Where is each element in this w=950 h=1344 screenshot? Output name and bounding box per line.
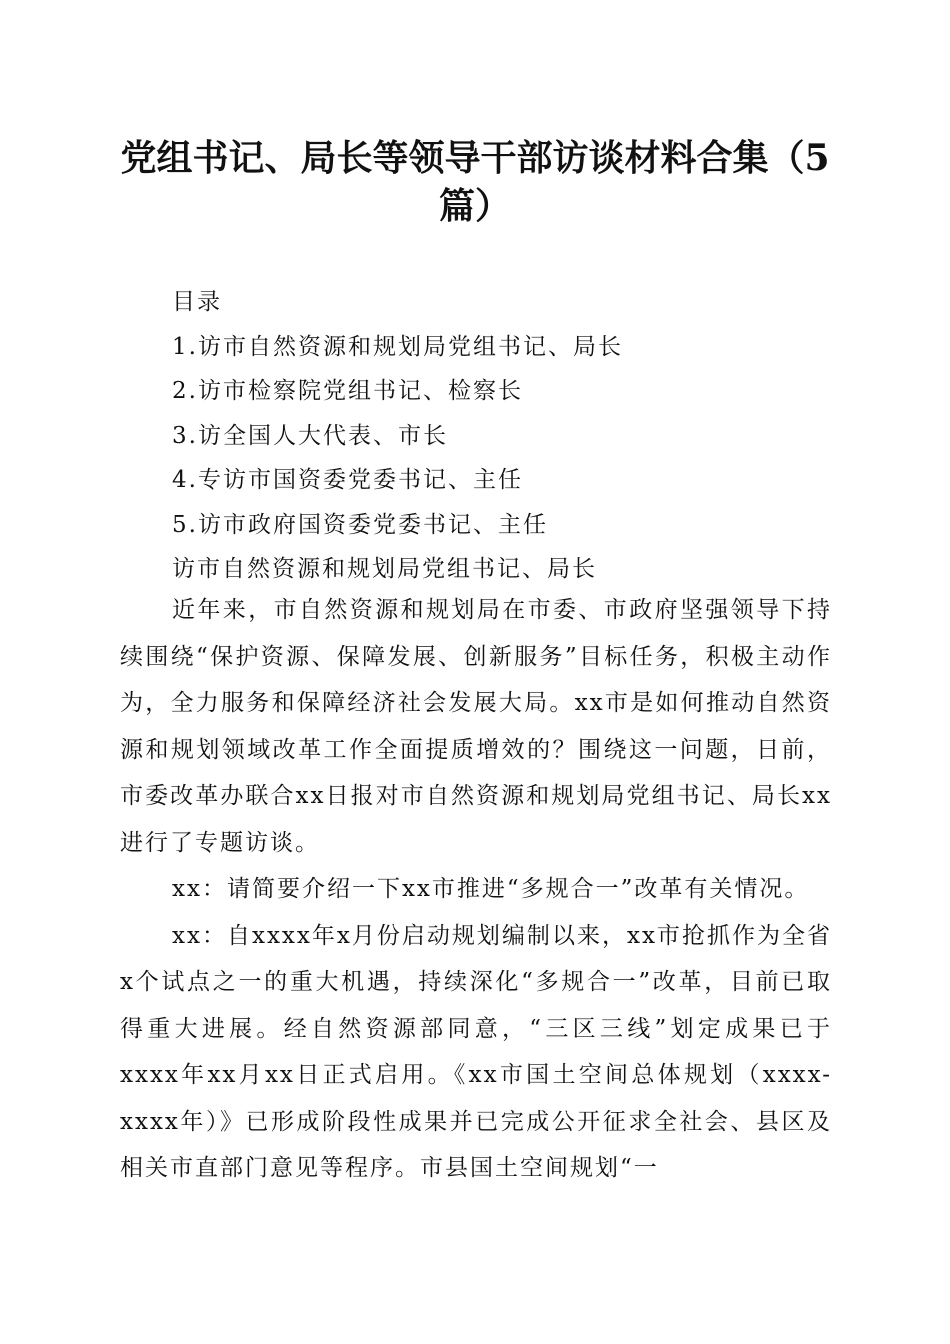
document-title: 党组书记、局长等领导干部访谈材料合集（5篇）: [120, 137, 830, 227]
toc-item-3: 3.访全国人大代表、市长: [172, 422, 448, 449]
paragraph-question: xx：请简要介绍一下xx市推进“多规合一”改革有关情况。: [172, 876, 810, 902]
section-heading: 访市自然资源和规划局党组书记、局长: [172, 556, 597, 582]
table-of-contents: [172, 280, 872, 592]
toc-heading: 目录: [172, 289, 222, 315]
toc-item-5: 5.访市政府国资委党委书记、主任: [172, 511, 548, 538]
toc-item-2: 2.访市检察院党组书记、检察长: [172, 378, 523, 404]
toc-item-1: 1.访市自然资源和规划局党组书记、局长: [172, 333, 623, 360]
paragraph-intro: 近年来，市自然资源和规划局在市委、市政府坚强领导下持续围绕“保护资源、保障发展、创新服务”目标任务，积极主动作为，全力服务和保障经济社会发展大局。xx市是如何推动自然资源和规划领域改革工作全面提质增效的？围绕这一问题，日前，市委改革办联合xx日报对市自然资源和规划局党组书记、局长xx进行了专题访谈。: [120, 597, 832, 856]
toc-item-4: 4.专访市国资委党委书记、主任: [172, 467, 523, 493]
article-body: [120, 587, 832, 1192]
paragraph-answer: xx：自xxxx年x月份启动规划编制以来，xx市抢抓作为全省x个试点之一的重大机遇，持续深化“多规合一”改革，目前已取得重大进展。经自然资源部同意，“三区三线”划定成果已于xxxx年xx月xx日正式启用。《xx市国土空间总体规划（xxxx-xxxx年）》已形成阶段性成果并已完成公开征求全社会、县区及相关市直部门意见等程序。市县国土空间规划“一: [120, 922, 832, 1181]
